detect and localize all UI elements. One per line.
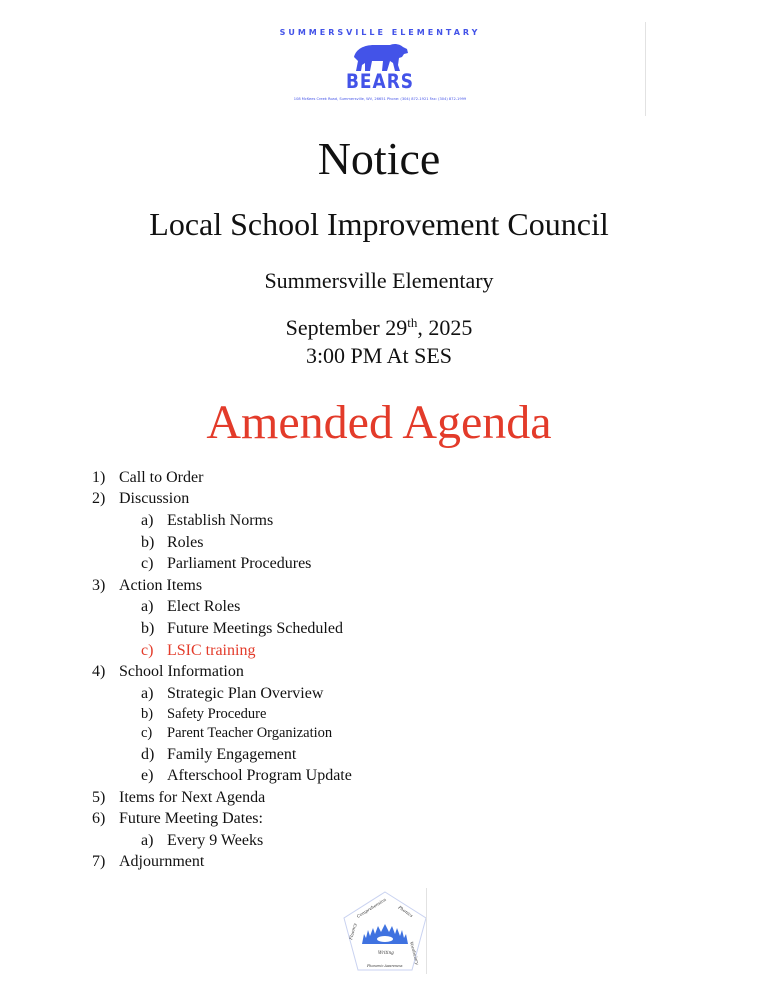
council-name: Local School Improvement Council [149,206,609,242]
agenda-item: 2) Discussion [92,490,190,508]
svg-text:Fluency: Fluency [348,922,358,941]
agenda-subitem: c) Parent Teacher Organization [141,725,333,742]
agenda-subitem-amended: c) LSIC training [141,641,256,659]
agenda-subitem: a) Establish Norms [141,511,274,529]
agenda-subitem: a) Strategic Plan Overview [141,684,324,702]
agenda-item: 3) Action Items [92,576,203,594]
meeting-date: September 29th, 2025 [285,315,473,340]
school-address: 108 McKees Creek Road, Summersville, WV, 26651 Phone: (304) 872-1921 Fax: (304) 872-1999 [293,97,467,101]
agenda-subitem: b) Future Meetings Scheduled [141,619,343,637]
svg-text:Vocabulary: Vocabulary [409,940,420,966]
agenda-heading: Amended Agenda [206,396,552,449]
agenda-subitem: e) Afterschool Program Update [141,767,352,785]
school-line: Summersville Elementary [264,268,494,293]
agenda-item: 6) Future Meeting Dates: [92,810,263,828]
reading-pentagon-icon [340,888,430,974]
agenda-list [92,467,592,873]
page-title: Notice [317,133,441,184]
svg-text:Writing: Writing [378,950,394,955]
agenda-item: 7) Adjournment [92,853,205,871]
footer-divider [426,888,427,974]
agenda-subitem: d) Family Engagement [141,745,297,763]
school-header-logo [250,24,510,120]
svg-text:Comprehension: Comprehension [355,896,387,919]
agenda-subitem: c) Parliament Procedures [141,555,312,573]
meeting-time-location: 3:00 PM At SES [305,343,453,368]
agenda-subitem: b) Roles [141,533,204,551]
svg-text:Phonics: Phonics [397,904,414,919]
agenda-item: 1) Call to Order [92,468,204,486]
agenda-subitem: b) Safety Procedure [141,705,267,722]
agenda-subitem: a) Every 9 Weeks [141,831,264,849]
agenda-item: 5) Items for Next Agenda [92,788,266,806]
bear-icon [350,41,410,73]
svg-text:Phonemic Awareness: Phonemic Awareness [367,964,403,968]
agenda-item: 4) School Information [92,663,244,681]
mascot-name: BEARS [345,70,415,94]
school-name: SUMMERSVILLE ELEMENTARY [279,28,481,37]
agenda-subitem: a) Elect Roles [141,598,241,616]
header-divider [645,22,646,116]
